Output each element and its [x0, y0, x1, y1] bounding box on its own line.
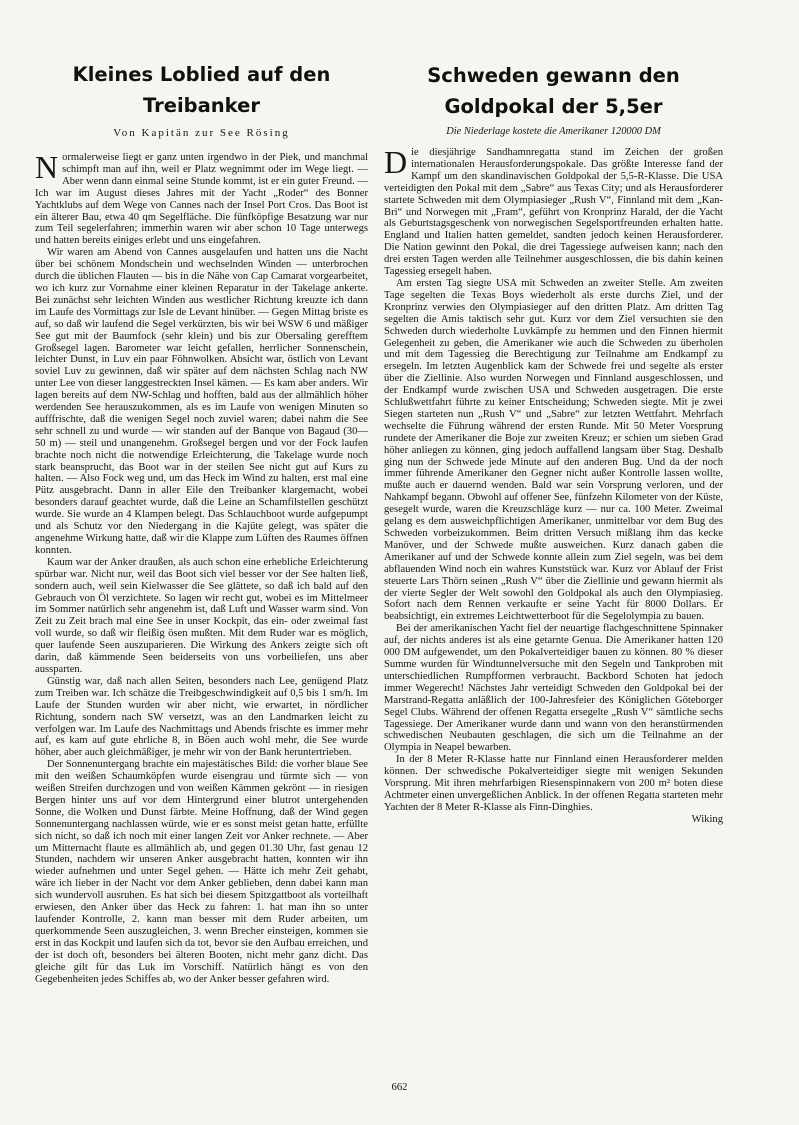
paragraph-text: ormalerweise liegt er ganz unten irgendwo in der Piek, und manchmal schimpft man auf ihn, weil er Platz wegnimmt oder im Wege liegt. — Aber wenn dann einmal seine Stunde kommt, ist er ein guter Freund. — Ich war im August dieses Jahres mit der Yacht „Roder“ des Bonner Yachtklubs auf dem Wege von Cannes nach der Insel Port Cros. Das Boot ist ein älterer Bau, etwa 40 qm Segelfläche. Die fünfköpfige Besatzung war nur zum Teil segelerfahren; immerhin waren wir aber schon 10 Tage unterwegs und hatten bereits einiges erlebt und uns eingefahren. — [35, 152, 368, 247]
paragraph — [384, 144, 723, 278]
paragraph: Der Sonnenuntergang brachte ein majestätisches Bild: die vorher blaue See mit den weißen Schaumköpfen wurde eisengrau und türmte sich — von weißen Streifen durchzogen und von weißen Kämmen gekrönt — in riesigen Bergen hinter uns auf vor dem Hintergrund einer blutrot untergehenden Sonne, die Wolken und Dunst färbte. Meine Hoffnung, daß der Wind gegen Sonnenuntergang nachlassen würde, wie er es sonst meist getan hatte, erfüllte sich nicht, so daß ich noch mit einer langen Zeit vor Anker rechnete. — Aber um Mitternacht flaute es allmählich ab, und gegen 01.30 Uhr, fast genau 12 Stunden, nachdem wir unseren Anker ausgebracht hatten, konnten wir ihn wieder aufnehmen und unter Segel gehen. — Hätte ich mehr Zeit gehabt, wäre ich lieber in der Nacht vor dem Anker geblieben, denn dabei kann man sich wundervoll ausruhen. Es hat sich bei diesem Spitzgattboot als vorteilhaft erwiesen, den Anker über das Heck zu fahren: 1. hat man ihn so unter laufender Kontrolle, 2. kann man besser mit dem Ruder arbeiten, um querkommende Seen auszugleichen, 3. wenn Brecher einsteigen, kommen sie erst in das Kockpit und laufen sich da tot, bevor sie den Aufbau erreichen, und der ist doch oft, besonders bei älteren Booten, nicht mehr ganz dicht. Das gleiche gilt für das Luk im Vorschiff. Natürlich hängt es von den Gegebenheiten jedes Schiffes ab, wo der Anker besser gefahren wird. — [35, 759, 368, 985]
author-signature: Wiking — [691, 813, 723, 825]
title-line: Goldpokal der 5,5er — [444, 95, 663, 118]
title-line: Schweden gewann den — [427, 64, 680, 87]
page-number: 662 — [391, 1082, 408, 1093]
paragraph: In der 8 Meter R-Klasse hatte nur Finnland einen Herausforderer melden können. Der schwedische Pokalverteidiger siegte mit wenigen Sekunden Vorsprung. Mit ihren mehrfarbigen Riesenspinnakern von 200 m² boten diese Achtmeter einen unvergeßlichen Anblick. In der offenen Regatta starteten mehr Yachten der 8 Meter R-Klasse als Finn-Dinghies. — [384, 754, 723, 813]
right-column — [384, 0, 723, 826]
paragraph-text: ie diesjährige Sandhamnregatta stand im Zeichen der großen internationalen Herausforderungspokale. Das größte Interesse fand der Kampf um den skandinavischen Goldpokal der 5,5-R-Klasse. Die USA verteidigten den Pokal mit dem „Sabre“ aus Texas City; und als Herausforderer startete Schweden mit dem Olympiasieger „Rush V“, Finnland mit dem „Kan-Bri“ und Norwegen mit „Fram“, geführt von Kronprinz Harald, der die Yacht als Geburtstagsgeschenk von norwegischen Segelsportfreunden erhalten hatte. England und Italien hatten gemeldet, sandten jedoch keinen Herausforderer. Die Nation gewinnt den Pokal, die drei Tagessiege aufweisen kann; nach den drei ersten Tagen werden alle Teilnehmer ausgeschlossen, die bis dahin keinen Tagessieg ersegelt haben. — [384, 147, 723, 278]
byline: Von Kapitän zur See Rösing — [113, 127, 290, 139]
paragraph — [35, 149, 368, 247]
subtitle: Die Niederlage kostete die Amerikaner 120000 DM — [446, 126, 661, 137]
paragraph: Am ersten Tag siegte USA mit Schweden an zweiter Stelle. Am zweiten Tage segelten die Texas Boys wiederholt als erste durchs Ziel, und der Kronprinz verwies den Olympiasieger auf den dritten Platz. Am dritten Tag segelten die Amis taktisch sehr gut. Kurz vor dem Ziel versuchten sie den Schweden durch wiederholte Luvkämpfe zu hemmen und den Finnen hiermit Gelegenheit zu geben, die Amerikaner wie auch die Schweden zu überholen und mit dem Tagessieg die Berechtigung zur Teilnahme am Endkampf zu ersegeln. Im letzten Augenblick kam der Schwede frei und segelte als erster über die Ziellinie. Also wurden Norwegen und Finnland ausgeschlossen, und der Endkampf wurde zwischen USA und Schweden ausgetragen. Die erste Schlußwettfahrt führte zu keiner Entscheidung; Schweden siegte. Mit je zwei Siegen starteten nun „Rush V“ und „Sabre“ zur letzten Wettfahrt. Mehrfach wechselte die Führung während der ersten Runde. Mit 50 Meter Vorsprung rundete der Amerikaner die Boje zur zweiten Kreuz; er schien um sieben Grad höher anliegen zu können, ging jedoch auffallend langsam über Stag. Deshalb ging nun der Schwede jede Minute auf den anderen Bug. Und da der noch immer führende Amerikaner den Gegner nicht außer Kontrolle lassen wollte, mußte auch er dauernd wenden. Bald war sein Vorsprung verloren, und der Nahkampf begann. Obwohl auf offener See, fünfzehn Kilometer von der Küste, gesegelt wurde, waren die Kreuzschläge kurz — nur ca. 100 Meter. Zweimal gelang es dem ausweichpflichtigen Amerikaner, unmittelbar vor dem Bug des Schweden vorbeizukommen. Beim dritten Versuch mißlang ihm das kecke Manöver, und der Schwede mußte ausweichen. Kurz danach gaben die Amerikaner auf und der Schwede konnte allein zum Ziel segeln, was bei dem abflauenden Wind noch ein wahres Kunststück war. Kurz vor Ablauf der Frist steuerte Lars Thörn seinen „Rush V“ über die Ziellinie und gewann hiermit als der vierte Segler der Welt sowohl den Goldpokal als auch den Olympiasieg. Sofort nach dem Rennen verkaufte er seine Yacht für 8000 Dollars. Er beabsichtigt, ein extremes Leichtwetterboot für die Segelolympia zu bauen. — [384, 277, 723, 623]
drop-cap: D — [384, 144, 408, 180]
paragraph: Günstig war, daß nach allen Seiten, besonders nach Lee, genügend Platz zum Treiben war. Ich schätze die Treibgeschwindigkeit auf 0,5 bis 1 sm/h. Im Laufe der Stunden wurden wir aber nicht, wie erwartet, in nördlicher Richtung, sondern nach SW versetzt, was an den Landmarken leicht zu verfolgen war. Im Laufe des Nachmittags und Abends frischte es immer mehr auf, es kam auf gute ehrliche 8, in Böen auch wohl mehr, die See wurde höher, aber auch gleichmäßiger, je mehr wir von der Bank heruntertrieben. — [35, 675, 368, 759]
title-line: Treibanker — [143, 94, 260, 117]
article-title-treibanker — [35, 59, 368, 121]
paragraph: Wir waren am Abend von Cannes ausgelaufen und hatten uns die Nacht über bei schönem Mondschein und wechselnden Winden — unterbrochen durch die üblichen Flauten — bis in die Nähe von Cap Camarat vorgearbeitet, wo ich kurz zur Vornahme einer kleinen Reparatur in der Takelage ankerte. Bei zunächst sehr leichten Winden aus westlicher Richtung kreuzte ich dann im Laufe des Vormittags zur Isle de Levant hinüber. — Gegen Mittag briste es auf, so daß wir laufend die Segel verkürzten, bis wir bei WSW 6 und mäßiger See gut mit der Baumfock (sehr klein) und bis zur Obersaling gerefftem Großsegel lagen. Barometer war leicht gefallen, herrlicher Sonnenschein, leichter Dunst, in Luv ein paar Föhnwolken. Absicht war, östlich von Levant soviel Luv zu gewinnen, daß wir später auf dem nächsten Schlag nach NW unter Lee von dieser langgestreckten Insel kämen. — Es kam aber anders. Wir lagen bereits auf dem NW-Schlag und hofften, bald aus der allmählich höher werdenden See herauszukommen, als es im Laufe von wenigen Minuten so aufffrischte, daß die wenigen Segel noch zuviel waren; dabei nahm die See sehr schnell zu und wurde — wir standen auf der Banque von Bagaud (30—50 m) — steil und unangenehm. Großsegel bergen und vor der Fock laufen brachte noch nicht die notwendige Erleichterung, die Takelage wurde noch stark beansprucht, das Boot war in der steilen See nicht gut auf Kurs zu halten. — Also Fock weg und, um das Heck im Wind zu halten, erst mal eine Pütz ausgebracht. Dann in aller Eile den Treibanker klargemacht, wobei besonders darauf geachtet wurde, daß die Leine an Schamfilstellen geschützt wurde. Sie wurde an 4 Klampen belegt. Das Schlauchboot wurde aufgepumpt und als Schutz vor den Niedergang in die Kajüte gelegt, was später die angenehme Wirkung hatte, daß wir die Klappe zum Lüften des Raumes öffnen konnten. — [35, 247, 368, 556]
left-column — [35, 0, 368, 985]
paragraph: Bei der amerikanischen Yacht fiel der neuartige flachgeschnittene Spinnaker auf, der nichts anderes ist als eine getarnte Genua. Die Amerikaner hatten 120 000 DM aufgewendet, um den Pokalverteidiger bauen zu können. 80 % dieser Summe wurden für Windtunnelversuche mit den Segeln und Tankproben mit unterschiedlichen Rumpfformen verbraucht. Backbord Schoten hat jedoch immer Wegerecht! Nächstes Jahr verteidigt Schweden den Goldpokal bei der Marstrand-Regatta anläßlich der 100-Jahresfeier des Königlichen Göteborger Segel Clubs. Während der offenen Regatta ersegelte „Rush V“ sämtliche sechs Tagessiege. Der Amerikaner wurde dann und wann von den heranstürmenden schwedischen Neubauten geschlagen, die sich um die Teilnahme an der Olympia in Neapel bewarben. — [384, 623, 723, 754]
drop-cap: N — [35, 149, 59, 185]
article-title-schweden — [384, 60, 723, 122]
title-line: Kleines Loblied auf den — [72, 63, 331, 86]
paragraph: Kaum war der Anker draußen, als auch schon eine erhebliche Erleichterung spürbar war. Nicht nur, weil das Boot sich viel besser vor der See halten ließ, sondern auch, weil sein Kielwasser die See glättete, so daß ich bald auf den Gebrauch von Öl verzichtete. So lagen wir recht gut, wobei es im Mittelmeer im Sommer natürlich sehr angenehm ist, daß Luft und Wasser warm sind. Von Zeit zu Zeit brach mal eine See in unser Kockpit, das ein- oder zweimal fast voll wurde, so daß wir fleißig ösen mußten. Mit dem Ruder war es möglich, quer laufende Seen auszuparieren. Die Wirkung des Ankers zeigte sich oft darin, daß kämmende Seen beiderseits von uns vorbeiliefen, uns aber aussparten. — [35, 556, 368, 675]
